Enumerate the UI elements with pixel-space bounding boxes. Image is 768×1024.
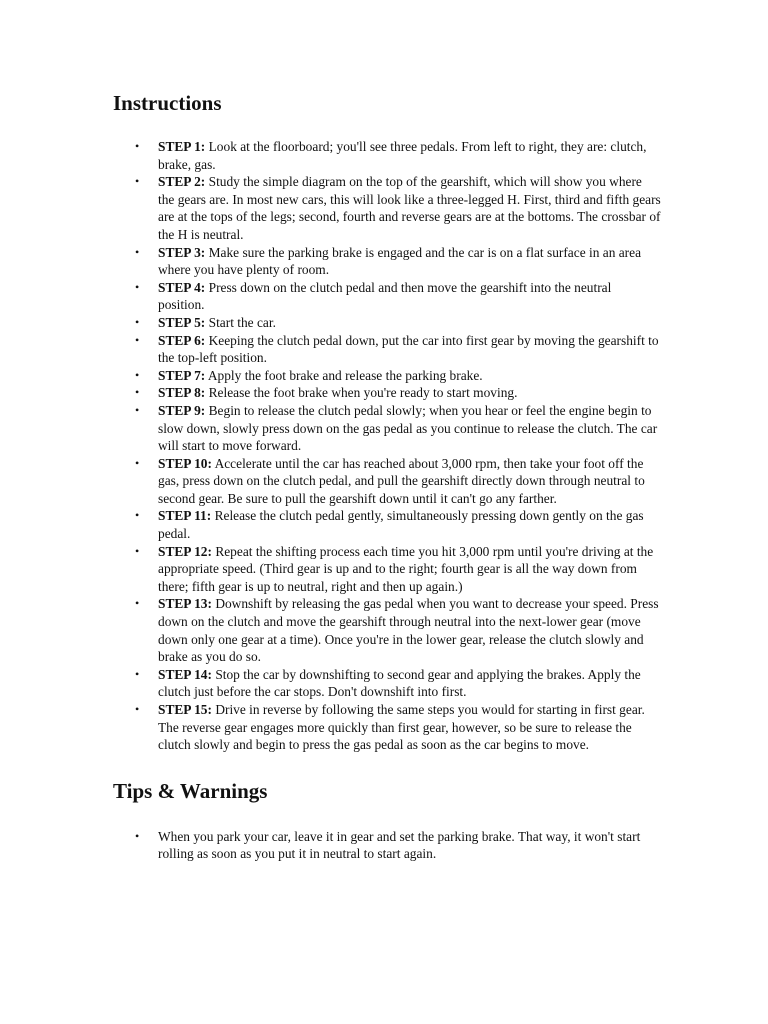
bullet-icon: •: [135, 508, 140, 523]
instruction-step: [113, 279, 661, 314]
step-text: Apply the foot brake and release the parking brake.: [207, 367, 483, 383]
instructions-list: [113, 138, 661, 754]
instruction-step: [113, 244, 661, 279]
step-label: STEP 1:: [158, 139, 206, 154]
bullet-icon: •: [135, 385, 140, 400]
bullet-icon: •: [135, 174, 140, 189]
instruction-step: [113, 455, 661, 508]
instruction-step: [113, 384, 661, 402]
bullet-icon: •: [135, 367, 140, 382]
step-label: STEP 14:: [158, 666, 212, 682]
step-text: Stop the car by downshifting to second gear and applying the brakes. Apply the clutch just before the car stops. Don't downshift into first.: [158, 666, 641, 700]
bullet-icon: •: [135, 543, 140, 558]
bullet-icon: •: [135, 702, 140, 716]
bullet-icon: •: [135, 332, 140, 347]
instruction-step: [113, 173, 661, 243]
bullet-icon: •: [135, 244, 140, 259]
tips-list: [113, 828, 661, 863]
instruction-step: [113, 402, 661, 455]
bullet-icon: •: [135, 596, 140, 611]
step-text: Drive in reverse by following the same steps you would for starting in first gear. The reverse gear engages more quickly than first gear, however, so be sure to release the clutch slowly and begin to press the gas pedal as soon as the car begins to move.: [158, 702, 645, 753]
step-label: STEP 7:: [158, 367, 206, 383]
step-text: Look at the floorboard; you'll see three pedals. From left to right, they are: clutch, brake, gas.: [158, 139, 647, 172]
step-text: Release the foot brake when you're ready to start moving.: [208, 385, 518, 401]
instruction-step: [113, 595, 661, 665]
step-label: STEP 9:: [158, 402, 206, 418]
bullet-icon: •: [135, 666, 140, 681]
step-text: Study the simple diagram on the top of the gearshift, which will show you where the gears are. In most new cars, this will look like a three-legged H. First, third and fifth gears are at the tops of the legs; second, fourth and reverse gears are at the bottoms. The crossbar of the H is neutral.: [158, 174, 661, 242]
step-text: Start the car.: [208, 314, 276, 330]
step-text: Release the clutch pedal gently, simultaneously pressing down gently on the gas pedal.: [158, 508, 644, 542]
step-text: Keeping the clutch pedal down, put the car into first gear by moving the gearshift to the top-left position.: [158, 332, 659, 366]
bullet-icon: •: [135, 139, 140, 153]
step-text: Make sure the parking brake is engaged and the car is on a flat surface in an area where you have plenty of room.: [158, 244, 642, 278]
document-page: [113, 88, 661, 863]
step-text: Press down on the clutch pedal and then move the gearshift into the neutral position.: [158, 279, 612, 313]
step-label: STEP 2:: [158, 174, 206, 190]
step-text: Downshift by releasing the gas pedal when you want to decrease your speed. Press down on the clutch and move the gearshift through neutral into the next-lower gear (move down only one gear at a time). Once you're in the lower gear, release the clutch slowly and brake as you do so.: [158, 596, 659, 665]
tips-heading: Tips & Warnings: [113, 778, 268, 803]
step-label: STEP 13:: [158, 596, 212, 612]
tip-text: When you park your car, leave it in gear and set the parking brake. That way, it won't start rolling as soon as you put it in neutral to start again.: [158, 828, 641, 862]
tip-item: [113, 828, 661, 863]
instruction-step: [113, 701, 661, 754]
step-label: STEP 3:: [158, 244, 206, 260]
step-label: STEP 5:: [158, 314, 206, 330]
step-text: Accelerate until the car has reached about 3,000 rpm, then take your foot off the gas, press down on the clutch pedal, and pull the gearshift directly down through neutral to second gear. Be sure to pull the gearshift down until it can't go any farther.: [158, 455, 645, 506]
step-label: STEP 4:: [158, 279, 206, 295]
instruction-step: [113, 332, 661, 367]
instruction-step: [113, 367, 661, 385]
step-label: STEP 6:: [158, 332, 206, 348]
step-text: Begin to release the clutch pedal slowly; when you hear or feel the engine begin to slow down, slowly press down on the gas pedal as you continue to release the clutch. The car will start to move forward.: [158, 402, 658, 454]
bullet-icon: •: [135, 402, 140, 417]
step-label: STEP 10:: [158, 455, 212, 471]
step-label: STEP 11:: [158, 508, 212, 524]
bullet-icon: •: [135, 314, 140, 329]
instruction-step: [113, 314, 661, 332]
instruction-step: [113, 507, 661, 542]
step-label: STEP 15:: [158, 702, 212, 717]
step-label: STEP 8:: [158, 385, 206, 401]
bullet-icon: •: [135, 828, 140, 843]
step-label: STEP 12:: [158, 543, 212, 559]
instruction-step: [113, 666, 661, 701]
instruction-step: [113, 138, 661, 173]
instructions-heading: Instructions: [113, 91, 222, 115]
bullet-icon: •: [135, 279, 140, 294]
bullet-icon: •: [135, 455, 140, 470]
instruction-step: [113, 543, 661, 596]
step-text: Repeat the shifting process each time you hit 3,000 rpm until you're driving at the appropriate speed. (Third gear is up and to the right; fourth gear is all the way down from there; fifth gear is up to neutral, right and then up again.): [158, 543, 654, 594]
